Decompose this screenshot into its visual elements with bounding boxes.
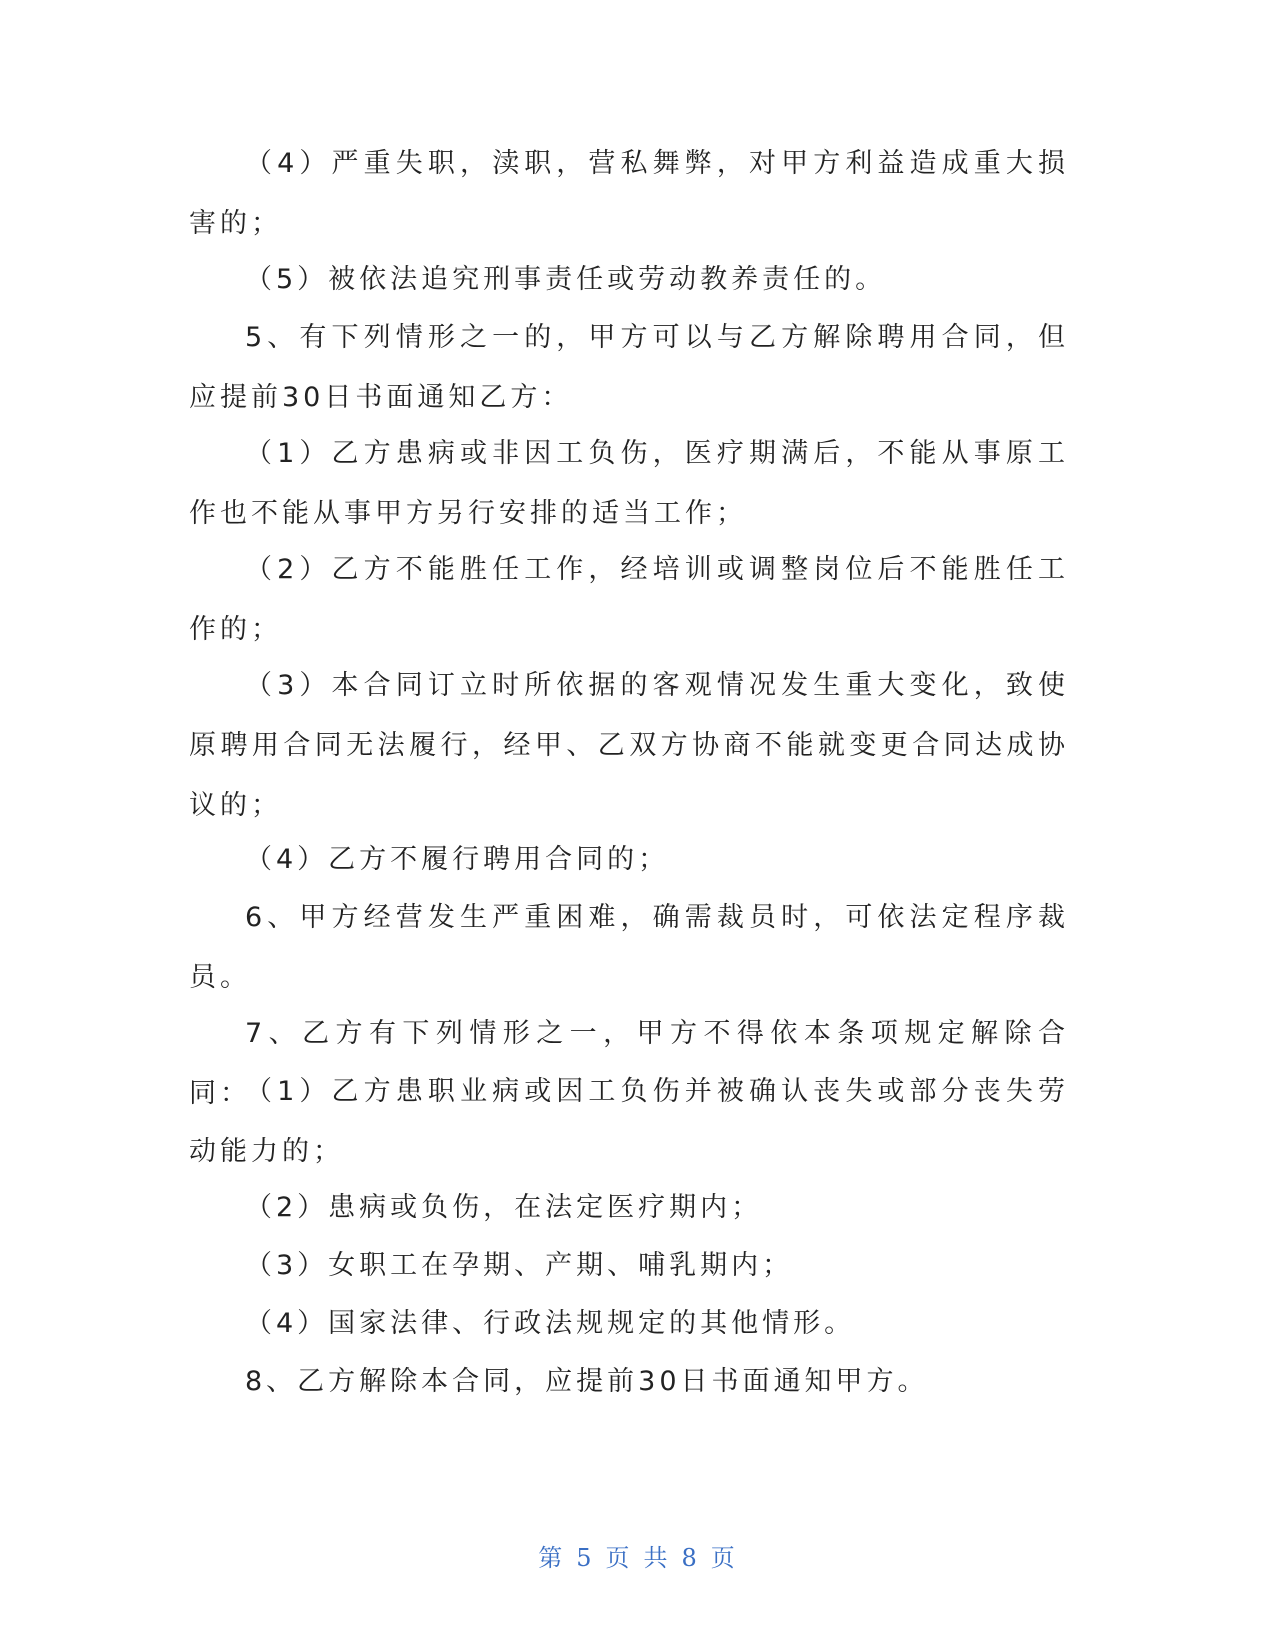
paragraph-clause-8: 8、乙方解除本合同，应提前30日书面通知甲方。 xyxy=(245,1366,929,1397)
paragraph-clause-7-1: （1）乙方患职业病或因工负伤并被确认丧失或部分丧失劳动能力的； xyxy=(189,1076,1069,1167)
paragraph-clause-7: 7、乙方有下列情形之一，甲方不得依本条项规定解除合同： xyxy=(189,1018,1069,1109)
footer-prefix: 第 xyxy=(538,1544,565,1572)
paragraph-clause-4-4: （4）严重失职，渎职，营私舞弊，对甲方利益造成重大损害的； xyxy=(189,148,1069,239)
paragraph-clause-7-3: （3）女职工在孕期、产期、哺乳期内； xyxy=(245,1250,794,1281)
paragraph-clause-7-2: （2）患病或负伤，在法定医疗期内； xyxy=(245,1192,763,1223)
paragraph-clause-5: 5、有下列情形之一的，甲方可以与乙方解除聘用合同，但应提前30日书面通知乙方： xyxy=(189,322,1069,413)
paragraph-clause-7-4: （4）国家法律、行政法规规定的其他情形。 xyxy=(245,1308,856,1339)
page-number-footer xyxy=(0,1538,1275,1573)
footer-page-label: 页 xyxy=(605,1544,632,1572)
current-page-number: 5 xyxy=(576,1544,594,1572)
paragraph-clause-4-5: （5）被依法追究刑事责任或劳动教养责任的。 xyxy=(245,264,887,295)
paragraph-clause-5-4: （4）乙方不履行聘用合同的； xyxy=(245,844,670,875)
paragraph-clause-5-2: （2）乙方不能胜任工作，经培训或调整岗位后不能胜任工作的； xyxy=(189,554,1069,645)
footer-suffix: 页 xyxy=(710,1544,737,1572)
paragraph-clause-5-3: （3）本合同订立时所依据的客观情况发生重大变化，致使原聘用合同无法履行，经甲、乙双方协商不能就变更合同达成协议的； xyxy=(189,670,1069,821)
paragraph-clause-5-1: （1）乙方患病或非因工负伤，医疗期满后，不能从事原工作也不能从事甲方另行安排的适当工作； xyxy=(189,438,1069,529)
paragraph-clause-6: 6、甲方经营发生严重困难，确需裁员时，可依法定程序裁员。 xyxy=(189,902,1069,993)
footer-total-label: 共 xyxy=(643,1544,670,1572)
total-page-number: 8 xyxy=(681,1544,699,1572)
